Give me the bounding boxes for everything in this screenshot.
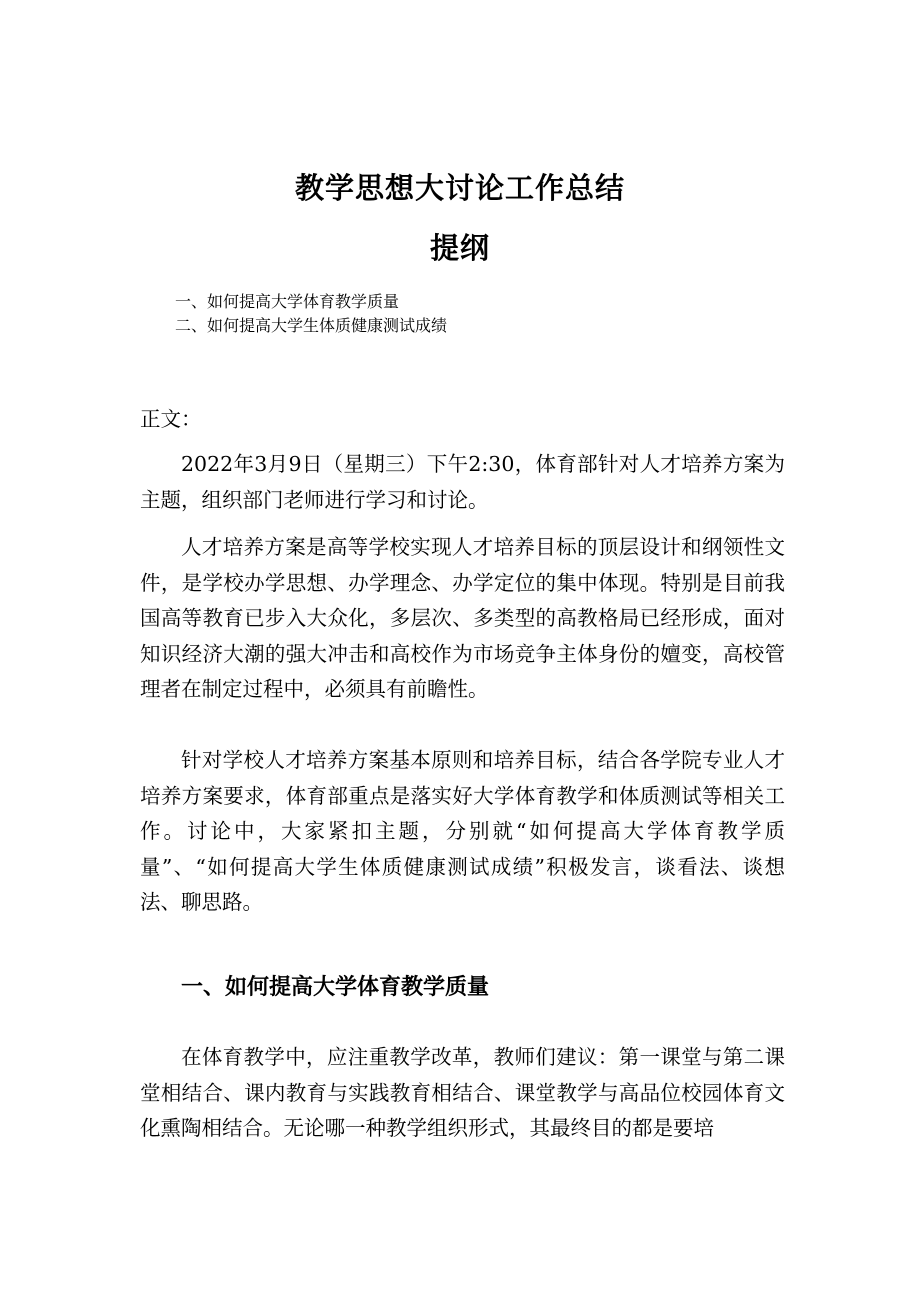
outline-list (175, 290, 447, 338)
section-heading-1: 一、如何提高大学体育教学质量 (181, 975, 490, 1000)
paragraph-2: 人才培养方案是高等学校实现人才培养目标的顶层设计和纲领性文件，是学校办学思想、办学理念、办学定位的集中体现。特别是目前我国高等教育已步入大众化，多层次、多类型的高教格局已经形成，面对知识经济大潮的强大冲击和高校作为市场竞争主体身份的嬗变，高校管理者在制定过程中，必须具有前瞻性。 (140, 535, 785, 701)
paragraph-1: 2022年3月9日（星期三）下午2:30，体育部针对人才培养方案为主题，组织部门老师进行学习和讨论。 (140, 452, 785, 512)
outline-item-2: 二、如何提高大学生体质健康测试成绩 (175, 316, 448, 335)
section-1-paragraph: 在体育教学中，应注重教学改革，教师们建议：第一课堂与第二课堂相结合、课内教育与实践教育相结合、课堂教学与高品位校园体育文化熏陶相结合。无论哪一种教学组织形式，其最终目的都是要培 (140, 1045, 785, 1140)
document-title: 教学思想大讨论工作总结 (294, 171, 625, 205)
document-subtitle: 提纲 (429, 231, 490, 265)
body-label: 正文： (140, 407, 202, 431)
outline-item-1: 一、如何提高大学体育教学质量 (175, 292, 400, 311)
paragraph-3: 针对学校人才培养方案基本原则和培养目标，结合各学院专业人才培养方案要求，体育部重点是落实好大学体育教学和体质测试等相关工作。讨论中，大家紧扣主题，分别就“如何提高大学体育教学质量”、“如何提高大学生体质健康测试成绩”积极发言，谈看法、谈想法、聊思路。 (140, 748, 785, 914)
